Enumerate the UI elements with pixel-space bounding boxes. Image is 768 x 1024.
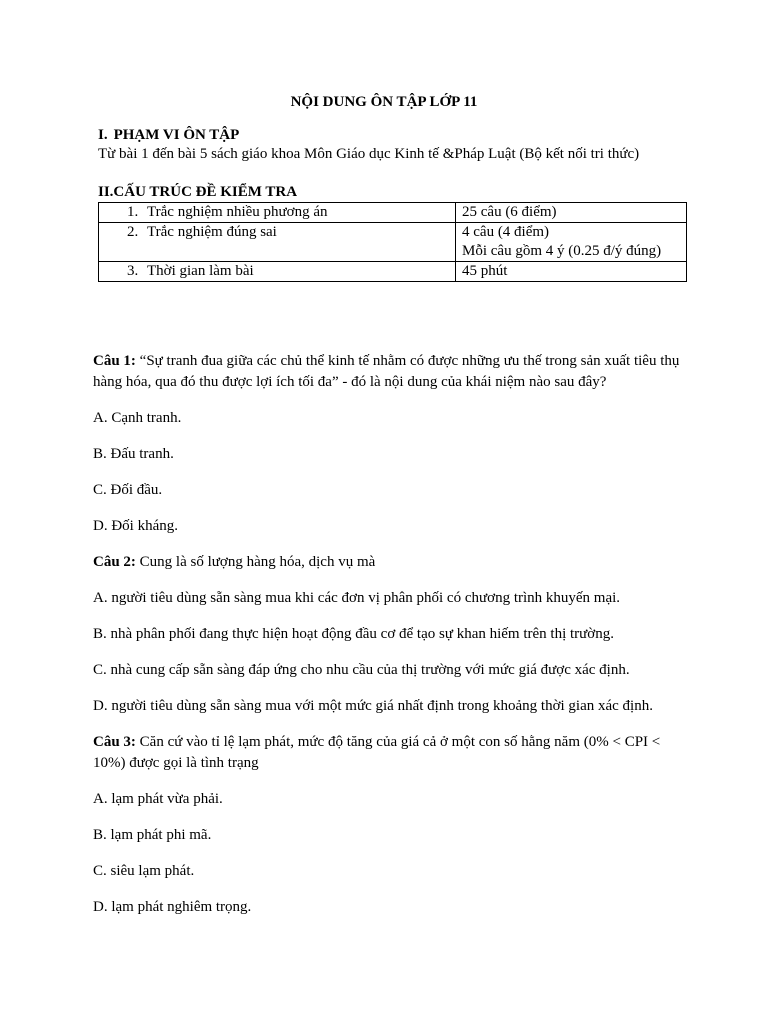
table-row [99,203,687,223]
section-1-heading [98,127,239,144]
section-2-heading: II.CẤU TRÚC ĐỀ KIỂM TRA [98,184,298,200]
table-row [99,262,687,282]
row-label: Thời gian làm bài [147,263,254,279]
row-value-cell [456,223,687,262]
answer-option: D. lạm phát nghiêm trọng. [93,899,252,915]
answer-option: D. Đối kháng. [93,518,178,534]
answer-option: C. siêu lạm phát. [93,863,195,879]
row-value-detail: Mỗi câu gồm 4 ý (0.25 đ/ý đúng) [462,243,662,259]
question-text: “Sự tranh đua giữa các chủ thể kinh tế nhằm có được những ưu thế trong sản xuất tiêu thụ hàng hóa, qua đó thu được lợi ích tối đa” - đó là nội dung của khái niệm nào sau đây? [93,353,680,390]
question-3 [93,732,693,774]
section-1-title: PHẠM VI ÔN TẬP [113,127,240,143]
answer-option: C. nhà cung cấp sẵn sàng đáp ứng cho nhu cầu của thị trường với mức giá được xác định. [93,662,630,678]
answer-option: A. người tiêu dùng sẵn sàng mua khi các đơn vị phân phối có chương trình khuyến mại. [93,590,621,606]
table-row [99,223,687,262]
question-label: Câu 2: [93,554,136,570]
row-value-cell [456,262,687,282]
answer-option: A. Cạnh tranh. [93,410,182,426]
answer-option: B. lạm phát phi mã. [93,827,212,843]
answer-option: D. người tiêu dùng sẵn sàng mua với một mức giá nhất định trong khoảng thời gian xác định. [93,698,653,714]
row-number: 1. [127,204,139,220]
answer-option: B. Đấu tranh. [93,446,174,462]
question-text: Căn cứ vào tỉ lệ lạm phát, mức độ tăng của giá cả ở một con số hằng năm (0% < CPI < 10%) được gọi là tình trạng [93,734,661,771]
section-1-body: Từ bài 1 đến bài 5 sách giáo khoa Môn Giáo dục Kinh tế &Pháp Luật (Bộ kết nối tri thức) [98,146,640,162]
row-label-cell [99,262,456,282]
question-label: Câu 1: [93,353,136,369]
answer-option: B. nhà phân phối đang thực hiện hoạt động đầu cơ để tạo sự khan hiếm trên thị trường. [93,626,614,642]
row-label-cell [99,203,456,223]
exam-structure-table [98,202,687,282]
section-1-number: I. [98,127,108,143]
answer-option: C. Đối đầu. [93,482,163,498]
row-value: 4 câu (4 điểm) [462,224,550,240]
question-text: Cung là số lượng hàng hóa, dịch vụ mà [135,554,376,570]
row-label: Trắc nghiệm nhiều phương án [147,204,328,220]
row-label: Trắc nghiệm đúng sai [147,224,277,240]
row-value: 25 câu (6 điểm) [462,204,557,220]
row-number: 2. [127,224,139,240]
row-value: 45 phút [462,263,508,279]
row-number: 3. [127,263,139,279]
question-2 [93,552,693,573]
answer-option: A. lạm phát vừa phải. [93,791,223,807]
question-1 [93,351,693,393]
question-label: Câu 3: [93,734,136,750]
document-title: NỘI DUNG ÔN TẬP LỚP 11 [290,94,478,110]
row-label-cell [99,223,456,262]
questions-list [93,351,693,933]
row-value-cell [456,203,687,223]
